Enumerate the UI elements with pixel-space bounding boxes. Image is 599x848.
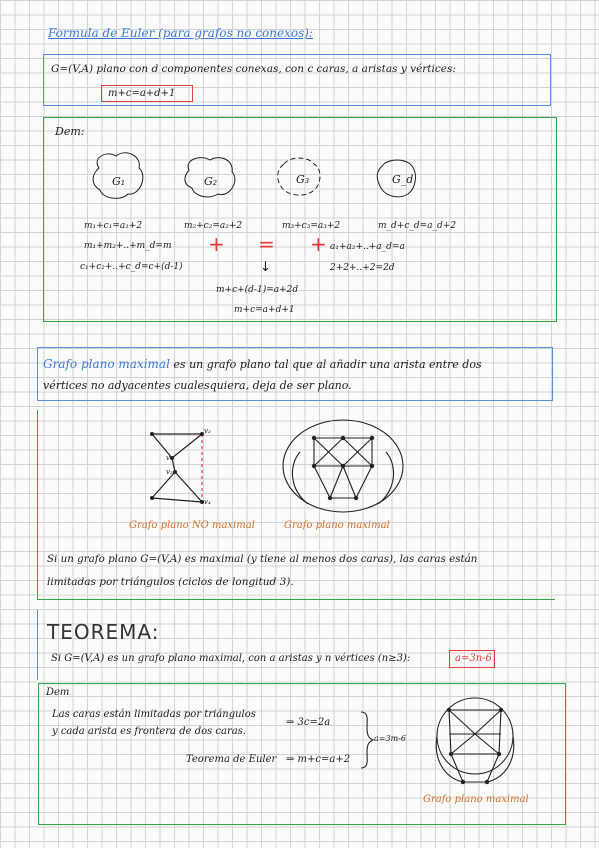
component-eq-3: m₃+c₃=a₃+2 [282,221,341,231]
euler-formula-box [101,85,193,102]
proof-label: Dem: [55,125,85,138]
sum-2: 2+2+..+2=2d [330,263,395,273]
vertex-v2: v₂ [204,427,211,435]
maximal-definition-box [37,347,553,401]
component-g1: G₁ [112,175,126,188]
implies-euler: ⇒ m+c=a+2 [286,754,351,765]
euler-proof-box [43,117,557,322]
equals-sign: = [258,232,275,256]
sum-c: c₁+c₂+..+c_d=c+(d-1) [80,262,183,272]
euler-statement-box [43,54,551,106]
proof2-line1: Las caras están limitadas por triángulos [52,709,256,720]
maximal-definition-line1 [43,357,482,371]
euler-statement: G=(V,A) plano con d componentes conexas, con c caras, a aristas y vértices: [51,63,456,75]
caption-maximal: Grafo plano maximal [284,520,390,531]
maximal-graphs [38,410,556,600]
proof2-label: Dem [46,687,70,698]
euler-title: Formula de Euler (para grafos no conexos): [48,26,313,40]
right-brace-icon [361,712,373,768]
down-arrow-icon: ↓ [260,260,271,275]
vertex-v1: v₁ [166,454,173,462]
teorema-formula-box [449,650,495,668]
result-1: m+c+(d-1)=a+2d [216,285,299,295]
component-eq-2: m₂+c₂=a₂+2 [184,221,243,231]
euler-theorem-label: Teorema de Euler [186,754,277,765]
maximal-note-line1: Si un grafo plano G=(V,A) es maximal (y tiene al menos dos caras), las caras están [47,553,478,565]
component-gd: G_d [392,173,414,186]
component-g3: G₃ [296,173,310,186]
proof2-conclusion: a=3m-6 [374,734,406,743]
component-eq-1: m₁+c₁=a₁+2 [84,221,143,231]
plus-sign-2: + [310,232,327,256]
teorema-bar [37,610,38,680]
teorema-formula: a=3n-6 [455,653,492,664]
teorema-proof-box [38,683,566,825]
teorema-statement: Si G=(V,A) es un grafo plano maximal, con a aristas y n vértices (n≥3): [51,653,411,664]
euler-formula: m+c=a+d+1 [108,88,176,99]
teorema-title: TEOREMA: [47,620,160,644]
component-eq-4: m_d+c_d=a_d+2 [378,221,457,231]
maximal-example-box [37,410,555,600]
maximal-title: Grafo plano maximal [43,357,170,371]
sum-a: a₁+a₂+..+a_d=a [330,242,405,252]
sum-m: m₁+m₂+..+m_d=m [84,241,172,251]
vertex-v4: v₄ [204,498,211,506]
component-g2: G₂ [204,175,218,188]
graph-not-maximal [152,434,202,502]
vertex-v3: v₃ [166,468,173,476]
result-2: m+c=a+d+1 [234,305,295,315]
proof2-line2: y cada arista es frontera de dos caras. [52,726,247,737]
plus-sign-1: + [208,232,225,256]
implies-3c-2a: ⇒ 3c=2a [286,717,331,728]
maximal-note-line2: limitadas por triángulos (ciclos de longitud 3). [47,576,294,588]
caption-not-maximal: Grafo plano NO maximal [129,520,255,531]
definition-text-1: es un grafo plano tal que al añadir una arista entre dos [173,358,482,371]
maximal-definition-line2: vértices no adyacentes cualesquiera, deja de ser plano. [43,379,352,392]
proof2-caption: Grafo plano maximal [423,794,529,805]
